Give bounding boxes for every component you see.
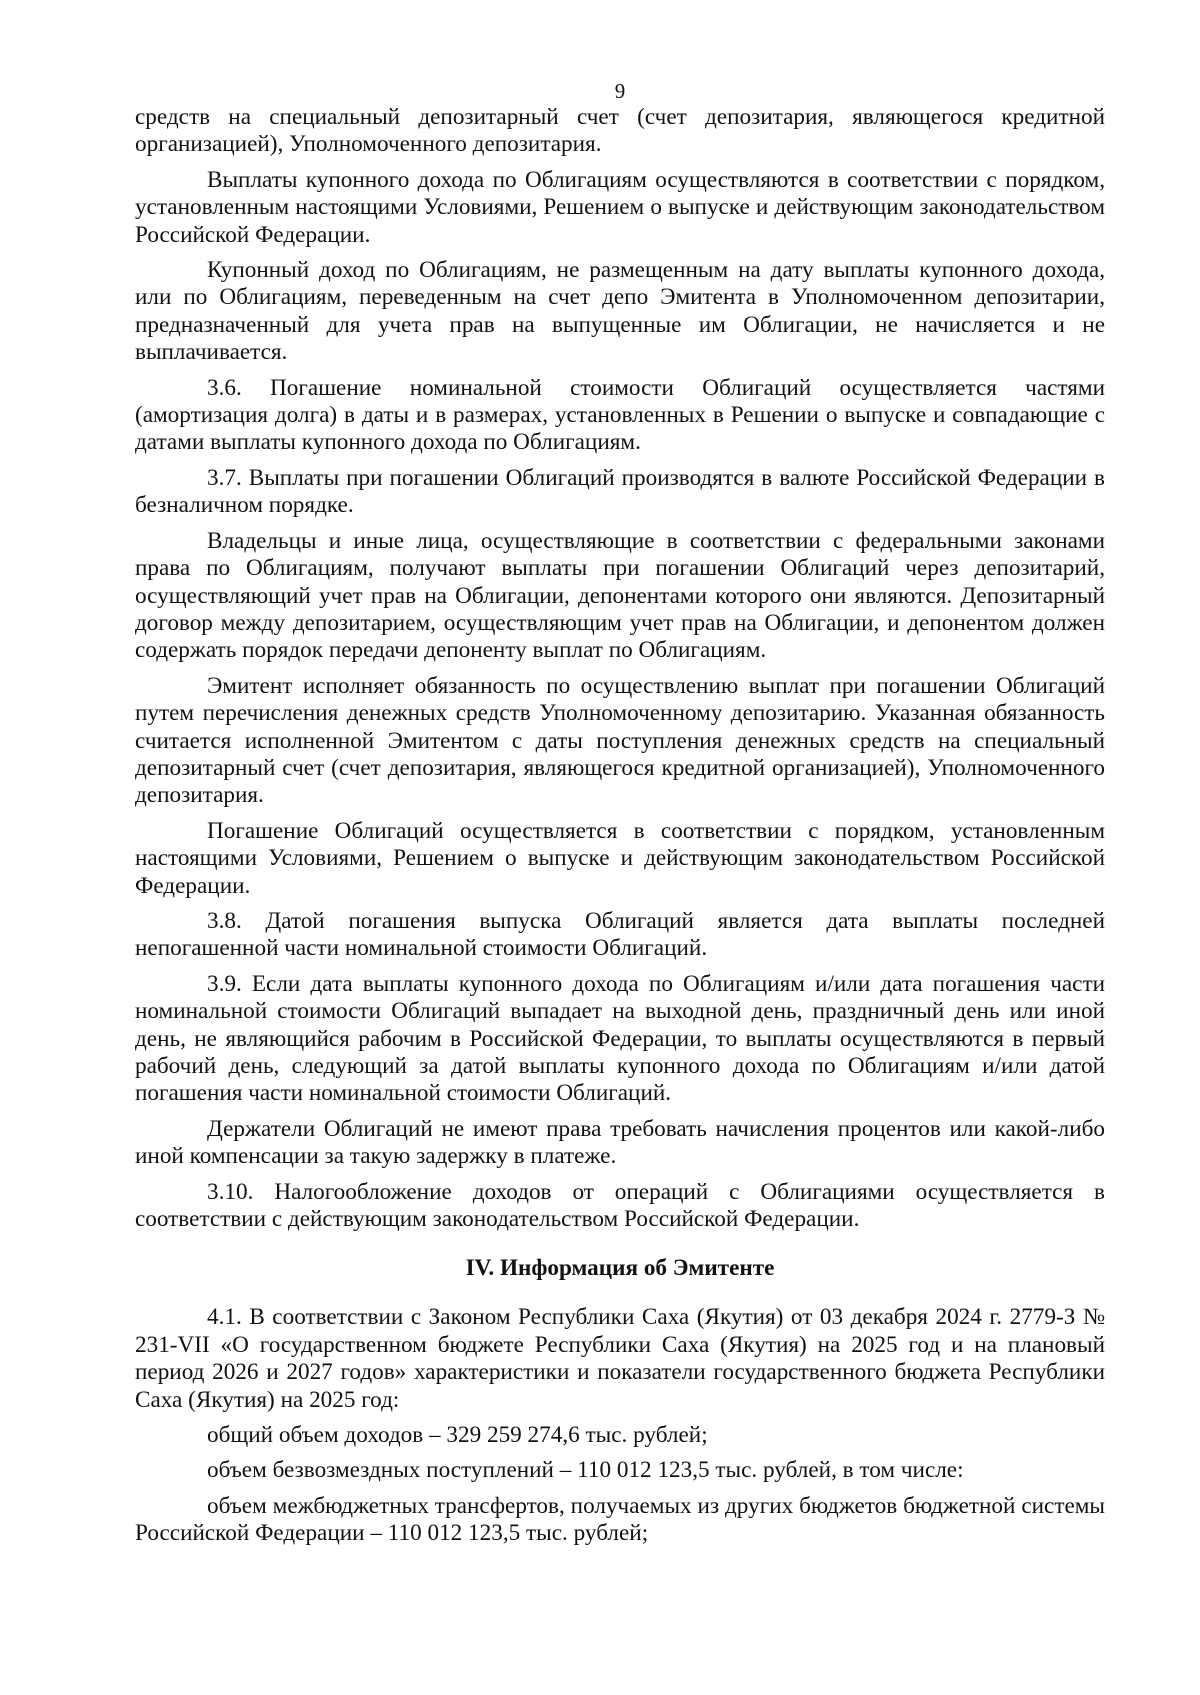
paragraph: Купонный доход по Облигациям, не размещенным на дату выплаты купонного дохода, или по Облигациям, переведенным на счет депо Эмитента в Уполномоченном депозитарии, предназначенный для учета прав на выпущенные им Облигации, не начисляется и не выплачивается. <box>135 257 1105 366</box>
paragraph: 3.6. Погашение номинальной стоимости Облигаций осуществляется частями (амортизация долга) в даты и в размерах, установленных в Решении о выпуске и совпадающие с датами выплаты купонного дохода по Облигациям. <box>135 374 1105 456</box>
paragraph: объем межбюджетных трансфертов, получаемых из других бюджетов бюджетной системы Российской Федерации – 110 012 123,5 тыс. рублей; <box>135 1492 1105 1547</box>
paragraphs-after <box>135 1304 1105 1547</box>
document-page <box>135 78 1105 1556</box>
paragraph: 3.10. Налогообложение доходов от операций с Облигациями осуществляется в соответствии с действующим законодательством Российской Федерации. <box>135 1178 1105 1233</box>
page-number: 9 <box>614 79 626 103</box>
paragraph: Погашение Облигаций осуществляется в соответствии с порядком, установленным настоящими Условиями, Решением о выпуске и действующим законодательством Российской Федерации. <box>135 817 1105 899</box>
paragraph: 4.1. В соответствии с Законом Республики Саха (Якутия) от 03 декабря 2024 г. 2779-З № 231-VII «О государственном бюджете Республики Саха (Якутия) на 2025 год и на плановый период 2026 и 2027 годов» характеристики и показатели государственного бюджета Республики Саха (Якутия) на 2025 год: <box>135 1304 1105 1413</box>
paragraph: 3.8. Датой погашения выпуска Облигаций является дата выплаты последней непогашенной части номинальной стоимости Облигаций. <box>135 907 1105 962</box>
section-heading: IV. Информация об Эмитенте <box>465 1255 775 1282</box>
paragraph: общий объем доходов – 329 259 274,6 тыс. рублей; <box>207 1422 708 1449</box>
paragraph: Держатели Облигаций не имеют права требовать начисления процентов или какой-либо иной компенсации за такую задержку в платеже. <box>135 1115 1105 1170</box>
paragraphs-before <box>135 104 1105 1233</box>
paragraph: объем безвозмездных поступлений – 110 012 123,5 тыс. рублей, в том числе: <box>207 1457 964 1484</box>
paragraph: Эмитент исполняет обязанность по осуществлению выплат при погашении Облигаций путем перечисления денежных средств Уполномоченному депозитарию. Указанная обязанность считается исполненной Эмитентом с даты поступления денежных средств на специальный депозитарный счет (счет депозитария, являющегося кредитной организацией), Уполномоченного депозитария. <box>135 672 1105 809</box>
paragraph: 3.9. Если дата выплаты купонного дохода по Облигациям и/или дата погашения части номинальной стоимости Облигаций выпадает на выходной день, праздничный день или иной день, не являющийся рабочим в Российской Федерации, то выплаты осуществляются в первый рабочий день, следующий за датой выплаты купонного дохода по Облигациям и/или датой погашения части номинальной стоимости Облигаций. <box>135 970 1105 1107</box>
paragraph: Владельцы и иные лица, осуществляющие в соответствии с федеральными законами права по Облигациям, получают выплаты при погашении Облигаций через депозитарий, осуществляющий учет прав на Облигации, депонентами которого они являются. Депозитарный договор между депозитарием, осуществляющим учет прав на Облигации, и депонентом должен содержать порядок передачи депоненту выплат по Облигациям. <box>135 527 1105 664</box>
paragraph: 3.7. Выплаты при погашении Облигаций производятся в валюте Российской Федерации в безналичном порядке. <box>135 464 1105 519</box>
paragraph: Выплаты купонного дохода по Облигациям осуществляются в соответствии с порядком, установленным настоящими Условиями, Решением о выпуске и действующим законодательством Российской Федерации. <box>135 166 1105 248</box>
paragraph: средств на специальный депозитарный счет (счет депозитария, являющегося кредитной организацией), Уполномоченного депозитария. <box>135 104 1105 158</box>
